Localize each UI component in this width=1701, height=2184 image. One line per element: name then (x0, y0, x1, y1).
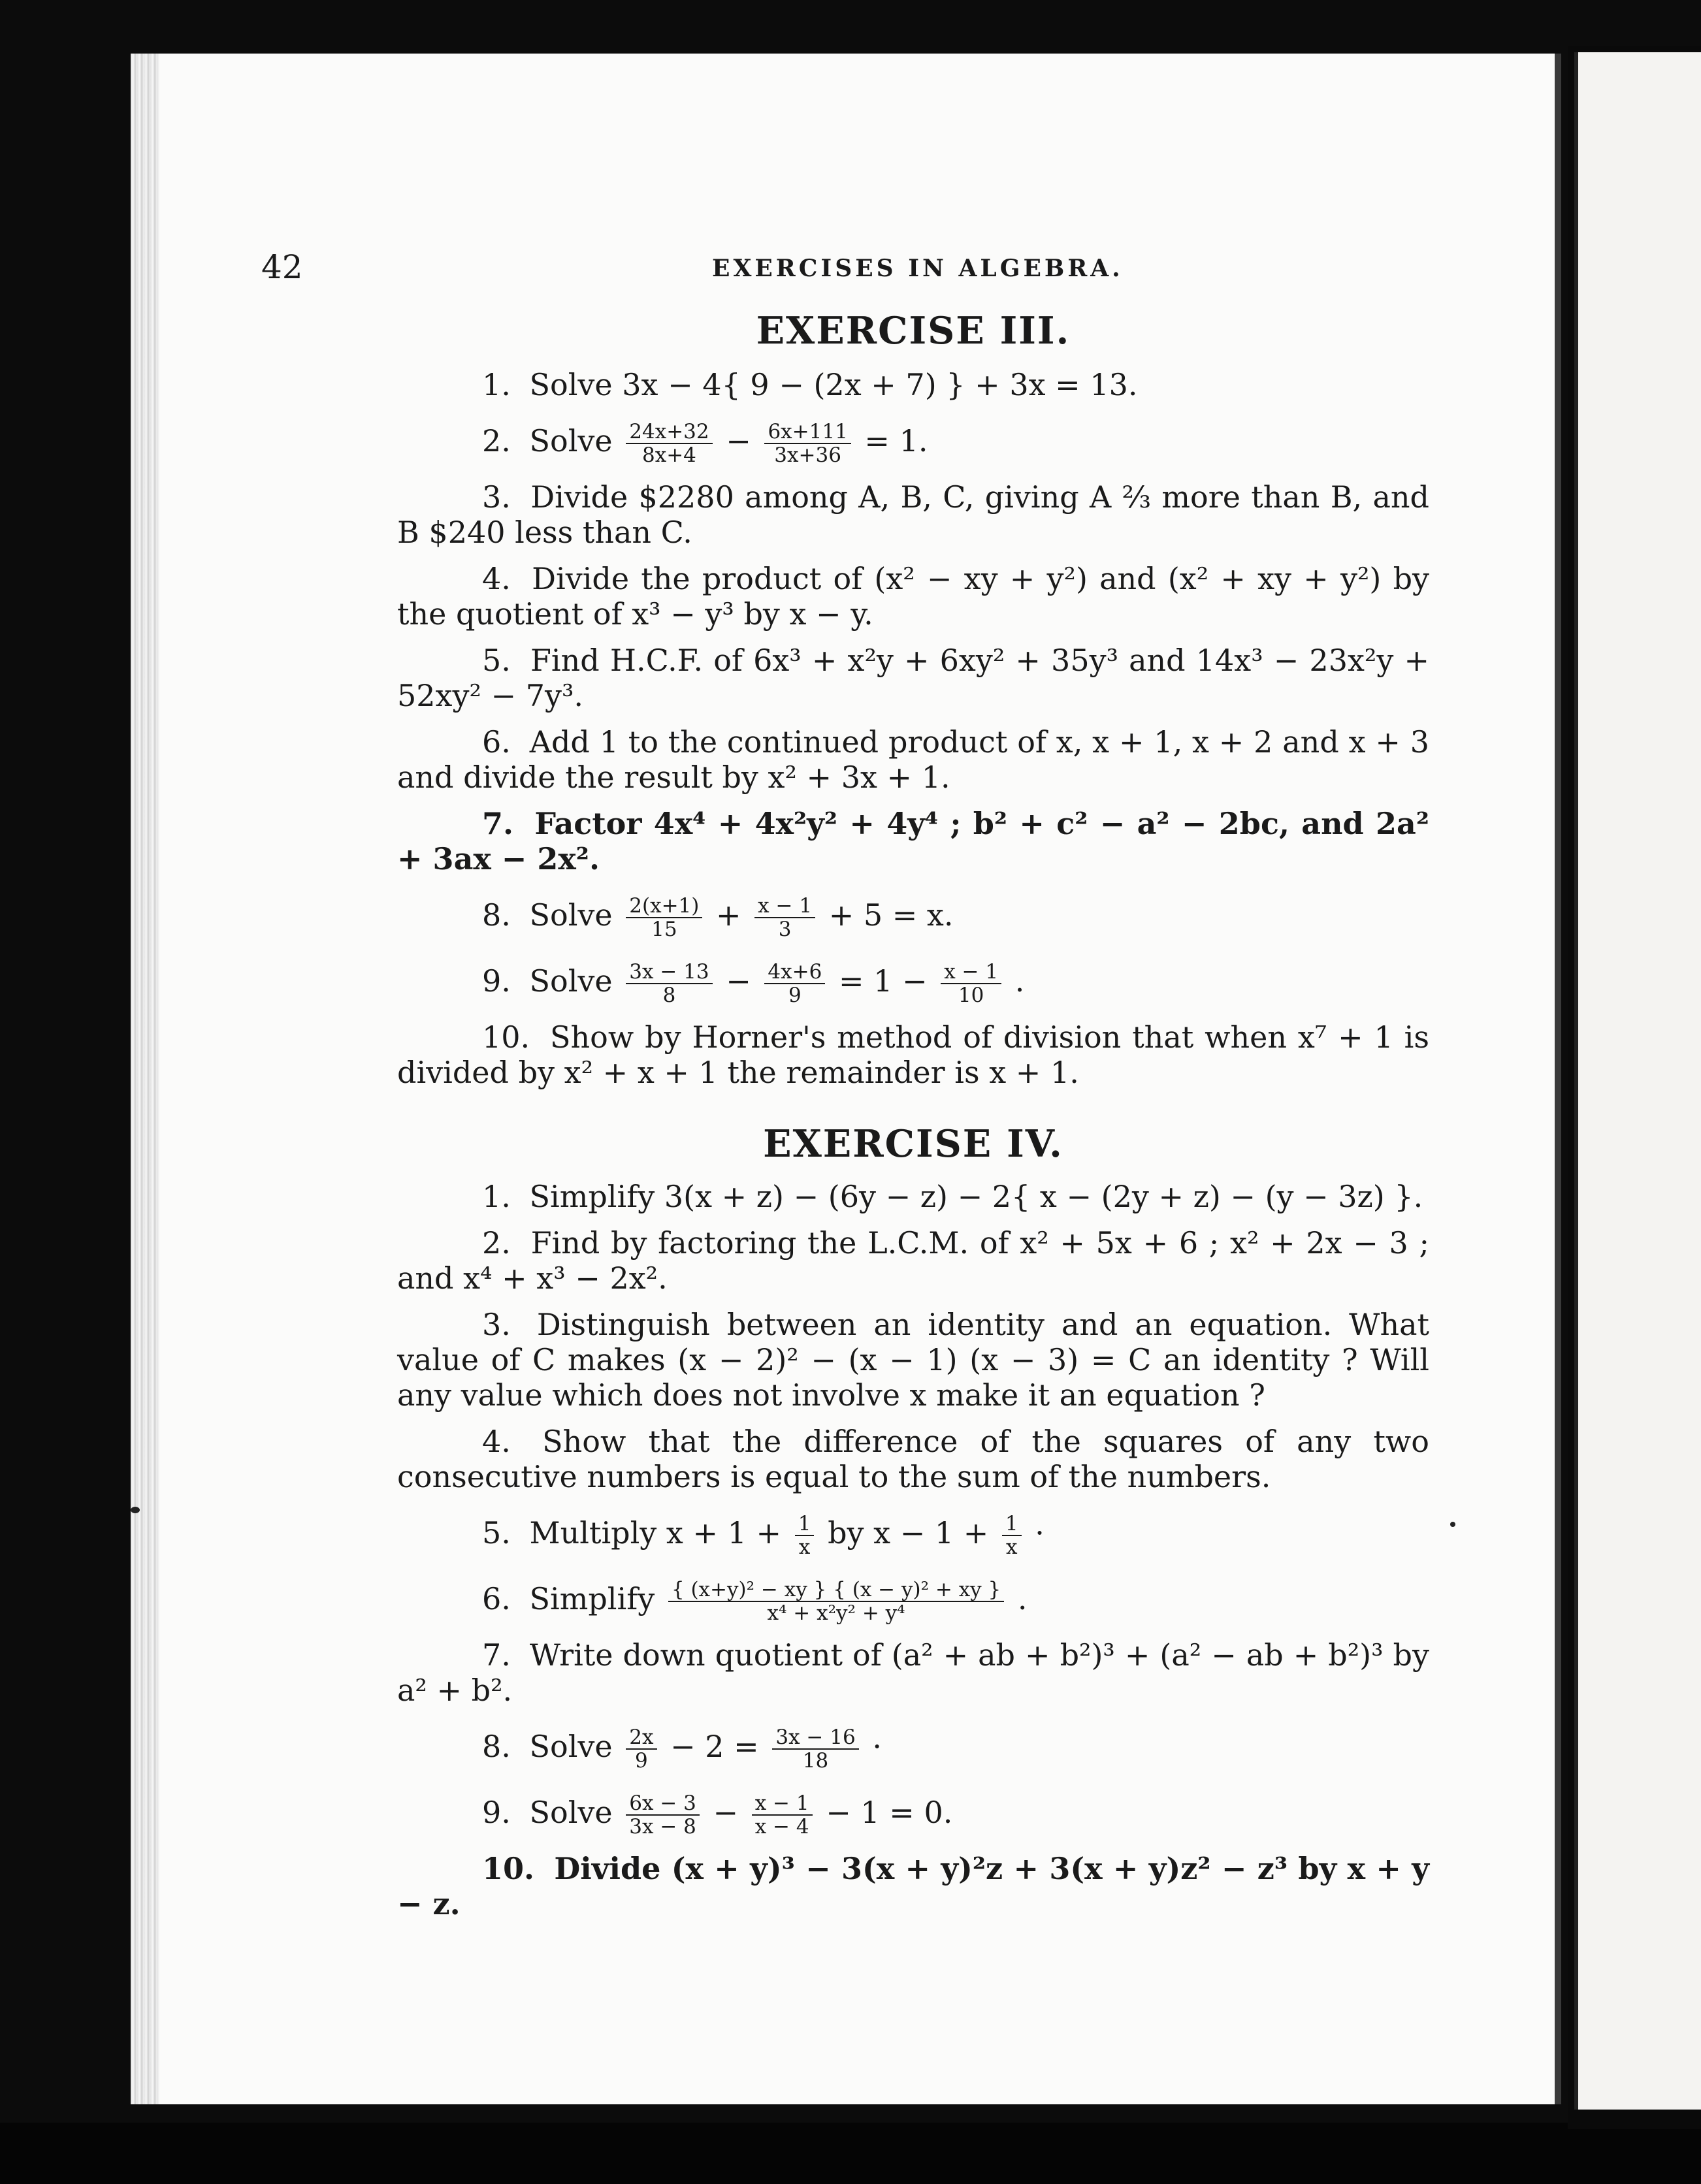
scan-bottom-border (0, 2123, 1701, 2184)
fraction: $\frac{3x - 13}{8}$ (626, 961, 712, 1006)
ex3-problem-1: 1. Solve 3x − 4{ 9 − (2x + 7) } + 3x = 13. (482, 367, 1138, 402)
ex4-problem-8: 8. Solve $\frac{2x}{9}$ − 2 = $\frac{3x - 16}{18}$ · (482, 1726, 882, 1773)
fraction: $\frac{6x+111}{3x+36}$ (764, 421, 850, 466)
fraction: $\frac{x - 1}{3}$ (754, 895, 815, 940)
ex3-problem-4: 4. Divide the product of (x² − xy + y²) and (x² + xy + y²) by the quotient of x³ − y³ by x − y. (397, 561, 1430, 632)
ex4-problem-4: 4. Show that the difference of the squares of any two consecutive numbers is equal to the sum of the numbers. (397, 1424, 1430, 1494)
ex3-problem-8: 8. Solve $\frac{2(x+1)}{15}$ + $\frac{x - 1}{3}$ + 5 = x. (482, 894, 954, 941)
ex3-problem-7: 7. Factor 4x⁴ + 4x²y² + 4y⁴ ; b² + c² − a² − 2bc, and 2a² + 3ax − 2x². (397, 806, 1429, 876)
ex4-problem-6: 6. Simplify $\frac{\text{\{ (x+y)² − xy \} \{ (x − y)² + xy \}}}{\text{x⁴ + x²y² + y⁴}}$ . (482, 1578, 1028, 1625)
fraction: $\frac{1}{x}$ (795, 1513, 815, 1558)
fraction: $\frac{24x+32}{8x+4}$ (626, 421, 712, 466)
running-head (261, 248, 1437, 287)
fraction: $\frac{6x - 3}{3x - 8}$ (626, 1792, 700, 1838)
page-content (397, 309, 1430, 1933)
fraction: $\frac{x - 1}{x - 4}$ (752, 1792, 813, 1838)
page-stack-edge (131, 54, 159, 2104)
ex3-problem-10: 10. Show by Horner's method of division that when x⁷ + 1 is divided by x² + x + 1 the remainder is x + 1. (397, 1020, 1430, 1090)
ex4-problem-2: 2. Find by factoring the L.C.M. of x² + 5x + 6 ; x² + 2x − 3 ; and x⁴ + x³ − 2x². (397, 1225, 1429, 1296)
fraction: $\frac{2(x+1)}{15}$ (626, 895, 702, 940)
ex3-problem-6: 6. Add 1 to the continued product of x, x + 1, x + 2 and x + 3 and divide the result by x² + 3x + 1. (397, 724, 1429, 795)
ex4-problem-9: 9. Solve $\frac{6x - 3}{3x - 8}$ − $\frac{x - 1}{x - 4}$ − 1 = 0. (482, 1791, 953, 1839)
adjacent-page-edge (1574, 52, 1701, 2110)
ex3-problem-3: 3. Divide $2280 among A, B, C, giving A ⅔ more than B, and B $240 less than C. (397, 479, 1429, 550)
scan-speck (1450, 1522, 1455, 1527)
ex3-problem-9: 9. Solve $\frac{3x - 13}{8}$ − $\frac{4x+6}{9}$ = 1 − $\frac{x - 1}{10}$ . (482, 960, 1025, 1007)
exercise-3-title: EXERCISE III. (756, 309, 1071, 353)
scan-speck (131, 1507, 140, 1513)
fraction: $\frac{4x+6}{9}$ (764, 961, 825, 1006)
page-gutter (1555, 54, 1561, 2104)
fraction: $\frac{3x - 16}{18}$ (772, 1726, 858, 1772)
ex4-problem-10: 10. Divide (x + y)³ − 3(x + y)²z + 3(x + y)z² − z³ by x + y − z. (397, 1851, 1429, 1921)
fraction: $\frac{x - 1}{10}$ (941, 961, 1001, 1006)
exercise-4-title: EXERCISE IV. (763, 1122, 1063, 1166)
fraction: $\frac{1}{x}$ (1002, 1513, 1022, 1558)
ex4-problem-7: 7. Write down quotient of (a² + ab + b²)³ + (a² − ab + b²)³ by a² + b². (397, 1637, 1429, 1708)
ex3-problem-5: 5. Find H.C.F. of 6x³ + x²y + 6xy² + 35y³ and 14x³ − 23x²y + 52xy² − 7y³. (397, 643, 1429, 713)
fraction: $\frac{2x}{9}$ (626, 1726, 656, 1772)
running-title: EXERCISES IN ALGEBRA. (712, 255, 1124, 282)
ex4-problem-1: 1. Simplify 3(x + z) − (6y − z) − 2{ x − (2y + z) − (y − 3z) }. (482, 1179, 1423, 1214)
page-number: 42 (261, 248, 303, 286)
ex4-problem-3: 3. Distinguish between an identity and an equation. What value of C makes (x − 2)² − (x − 1) (x − 3) = C an identity ? Will any value which does not involve x make it an equation ? (397, 1307, 1430, 1413)
ex3-problem-2: 2. Solve $\frac{24x+32}{8x+4}$ − $\frac{6x+111}{3x+36}$ = 1. (482, 420, 928, 467)
ex4-problem-5: 5. Multiply x + 1 + $\frac{1}{x}$ by x − 1 + $\frac{1}{x}$ · (482, 1512, 1045, 1559)
fraction: $\frac{\text{\{ (x+y)² − xy \} \{ (x − y)² + xy \}}}{\text{x⁴ + x²y² + y⁴}}$ (668, 1579, 1004, 1624)
